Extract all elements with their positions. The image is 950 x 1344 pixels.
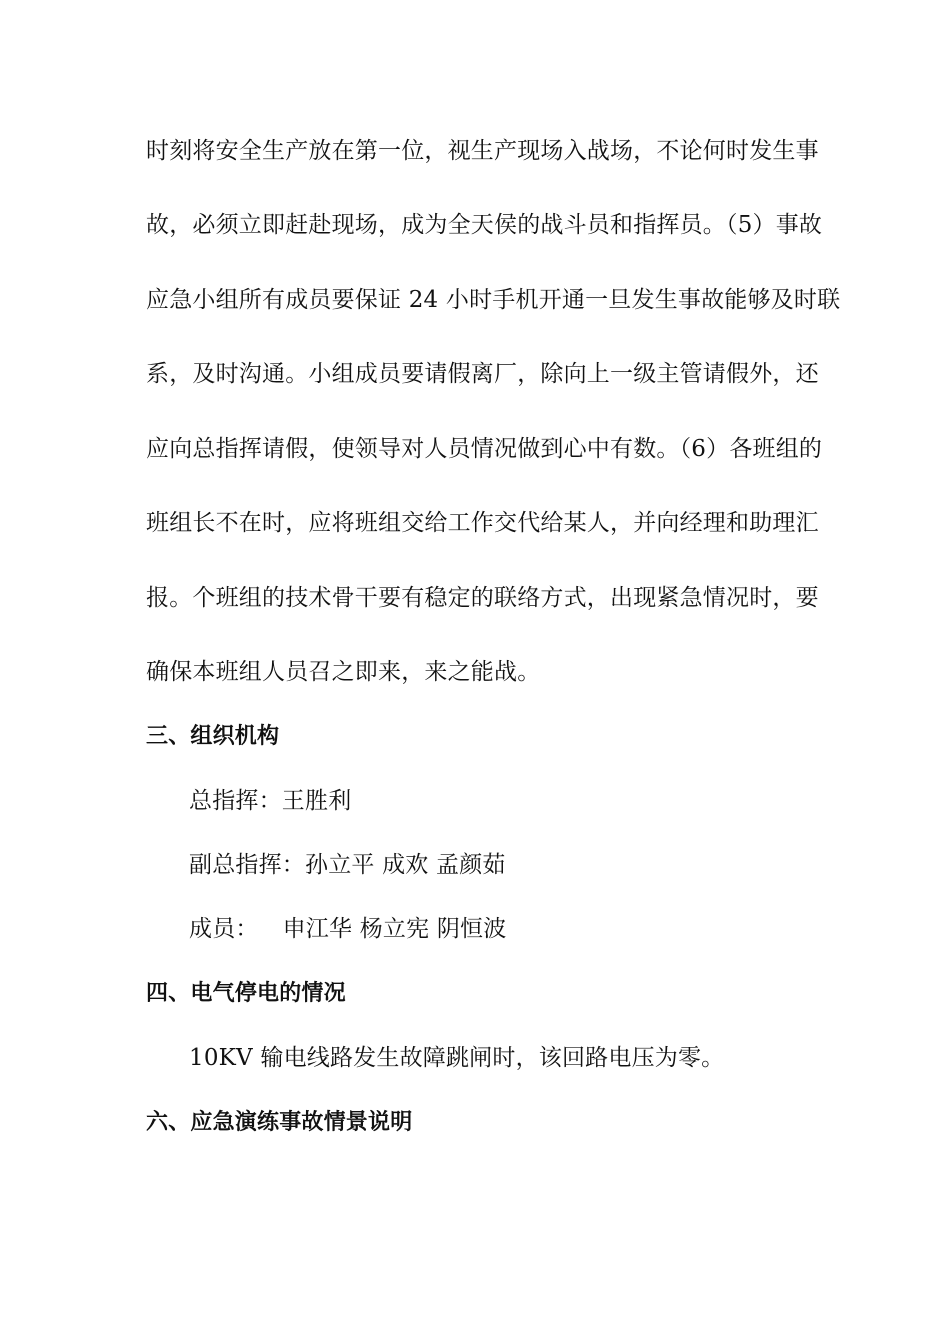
section-heading-power-outage: 四、电气停电的情况 [146,981,346,1006]
members-label: 成员： [189,916,259,942]
paragraph-line-5: 应向总指挥请假，使领导对人员情况做到心中有数。（6）各班组的 [146,436,823,462]
power-outage-text: 10KV 输电线路发生故障跳闸时，该回路电压为零。 [189,1045,725,1071]
paragraph-line-2: 故，必须立即赶赴现场，成为全天侯的战斗员和指挥员。（5）事故 [146,212,823,238]
paragraph-line-6: 班组长不在时，应将班组交给工作交代给某人，并向经理和助理汇 [146,510,819,536]
members-line [189,914,506,944]
paragraph-line-4: 系，及时沟通。小组成员要请假离厂，除向上一级主管请假外，还 [146,361,819,387]
paragraph-line-1: 时刻将安全生产放在第一位，视生产现场入战场，不论何时发生事 [146,138,819,164]
deputy-commander-line: 副总指挥：孙立平 成欢 孟颜茹 [189,852,506,878]
paragraph-line-8: 确保本班组人员召之即来，来之能战。 [146,659,541,685]
paragraph-line-3: 应急小组所有成员要保证 24 小时手机开通一旦发生事故能够及时联 [146,287,841,313]
members-names: 申江华 杨立宪 阴恒波 [282,916,507,942]
commander-line: 总指挥：王胜利 [189,788,352,814]
paragraph-line-7: 报。个班组的技术骨干要有稳定的联络方式，出现紧急情况时，要 [146,585,819,611]
section-heading-drill-scenario: 六、应急演练事故情景说明 [146,1110,413,1135]
section-heading-organization: 三、组织机构 [146,724,280,749]
